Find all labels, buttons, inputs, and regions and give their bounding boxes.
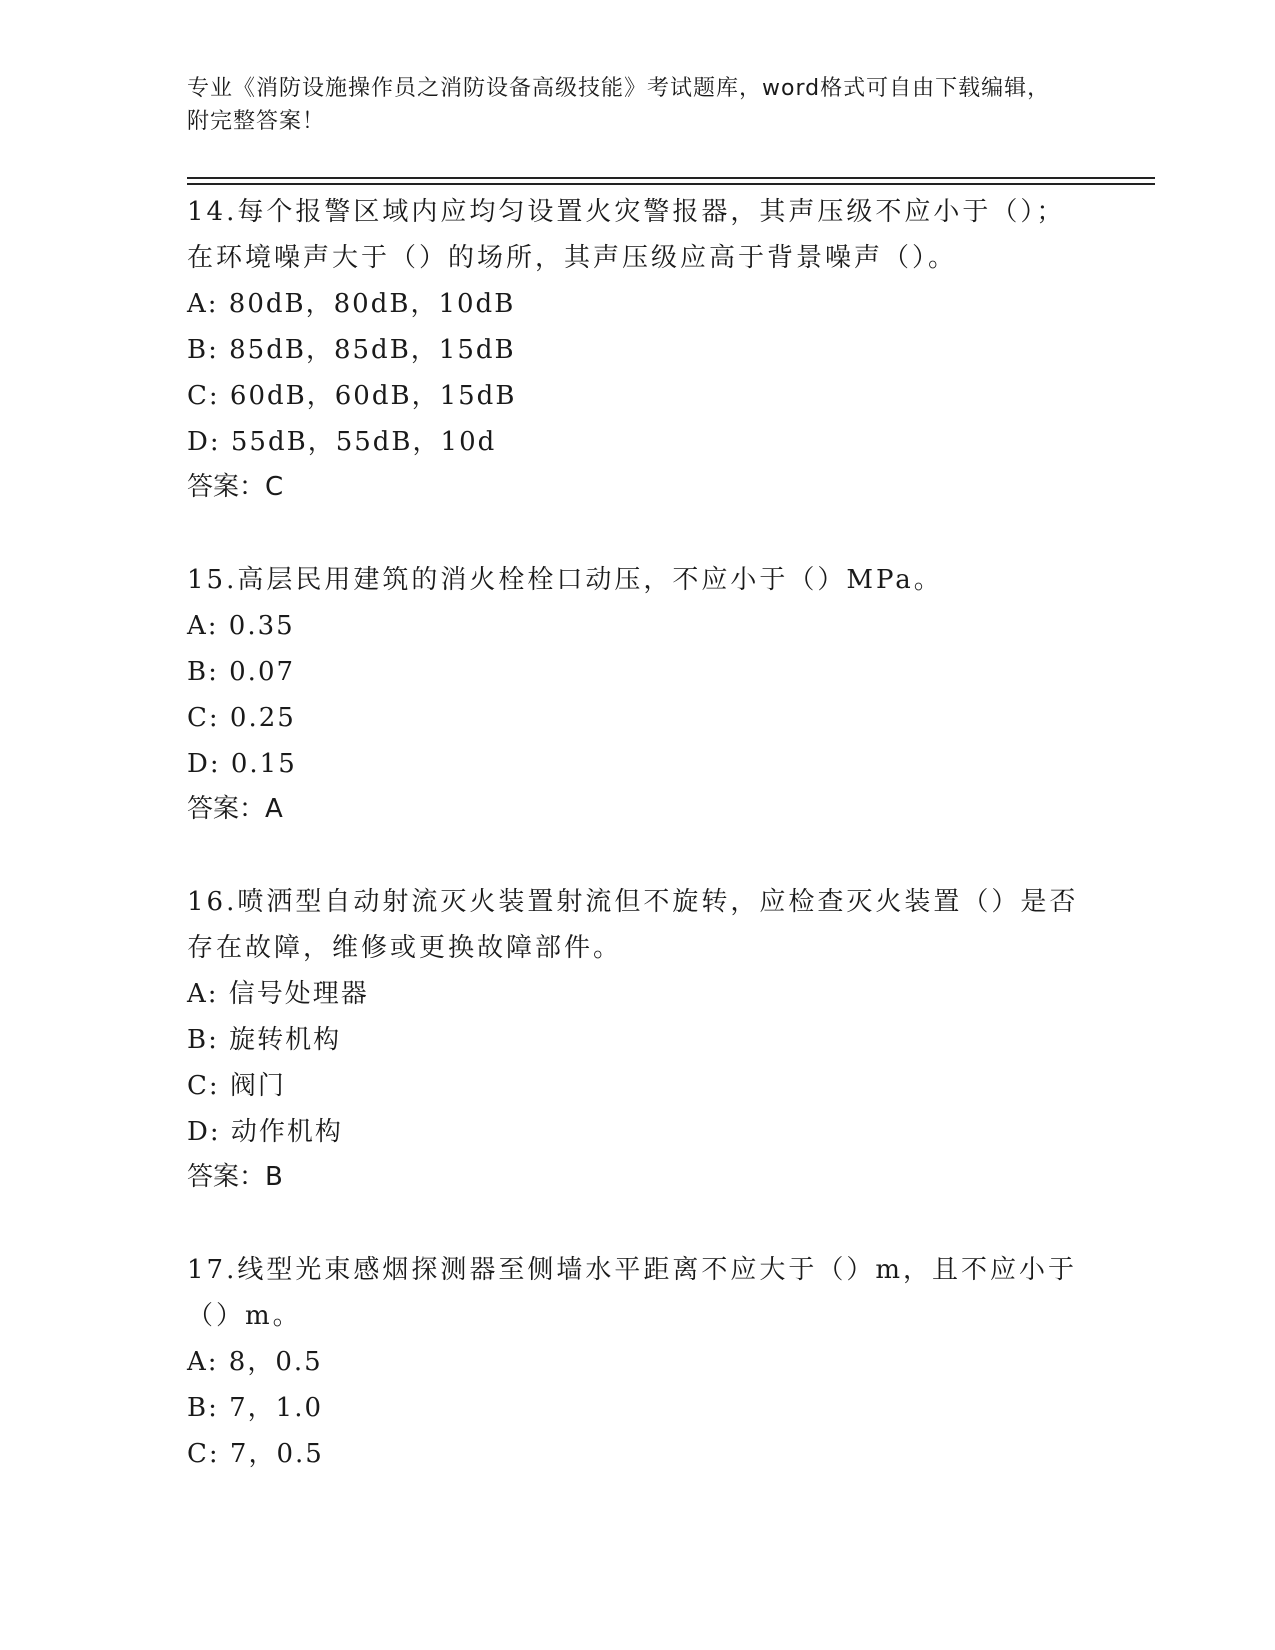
header-divider-bottom <box>187 183 1155 185</box>
question-stem: 14.每个报警区域内应均匀设置火灾警报器，其声压级不应小于（）；在环境噪声大于（）的场所，其声压级应高于背景噪声（）。 <box>187 197 1066 273</box>
option-d: D: 动作机构 <box>187 1117 343 1147</box>
question-15 <box>187 557 1087 831</box>
option-c: C: 7，0.5 <box>187 1439 324 1469</box>
answer-line: 答案：B <box>187 1162 283 1192</box>
option-b: B: 7，1.0 <box>187 1393 324 1423</box>
option-b: B: 旋转机构 <box>187 1025 342 1055</box>
header-divider-top <box>187 177 1155 179</box>
option-a: A: 8，0.5 <box>187 1347 323 1377</box>
option-d: D: 55dB，55dB，10d <box>187 427 497 457</box>
question-14 <box>187 189 1087 509</box>
option-a: A: 80dB，80dB，10dB <box>187 289 516 319</box>
answer-line: 答案：C <box>187 472 284 502</box>
option-a: A: 信号处理器 <box>187 979 369 1009</box>
option-c: C: 0.25 <box>187 703 296 733</box>
option-b: B: 0.07 <box>187 657 296 687</box>
question-17 <box>187 1247 1087 1477</box>
answer-line: 答案：A <box>187 794 283 824</box>
question-16 <box>187 879 1087 1199</box>
option-d: D: 0.15 <box>187 749 297 779</box>
option-a: A: 0.35 <box>187 611 295 641</box>
question-stem: 16.喷洒型自动射流灭火装置射流但不旋转，应检查灭火装置（）是否存在故障，维修或更换故障部件。 <box>187 887 1079 963</box>
question-stem: 15.高层民用建筑的消火栓栓口动压，不应小于（）MPa。 <box>187 565 943 595</box>
question-list <box>187 189 1087 1525</box>
option-c: C: 60dB，60dB，15dB <box>187 381 517 411</box>
document-header: 专业《消防设施操作员之消防设备高级技能》考试题库，word格式可自由下载编辑，附完整答案！ <box>187 76 1051 134</box>
option-b: B: 85dB，85dB，15dB <box>187 335 516 365</box>
option-c: C: 阀门 <box>187 1071 286 1101</box>
question-stem: 17.线型光束感烟探测器至侧墙水平距离不应大于（）m，且不应小于（）m。 <box>187 1255 1078 1331</box>
